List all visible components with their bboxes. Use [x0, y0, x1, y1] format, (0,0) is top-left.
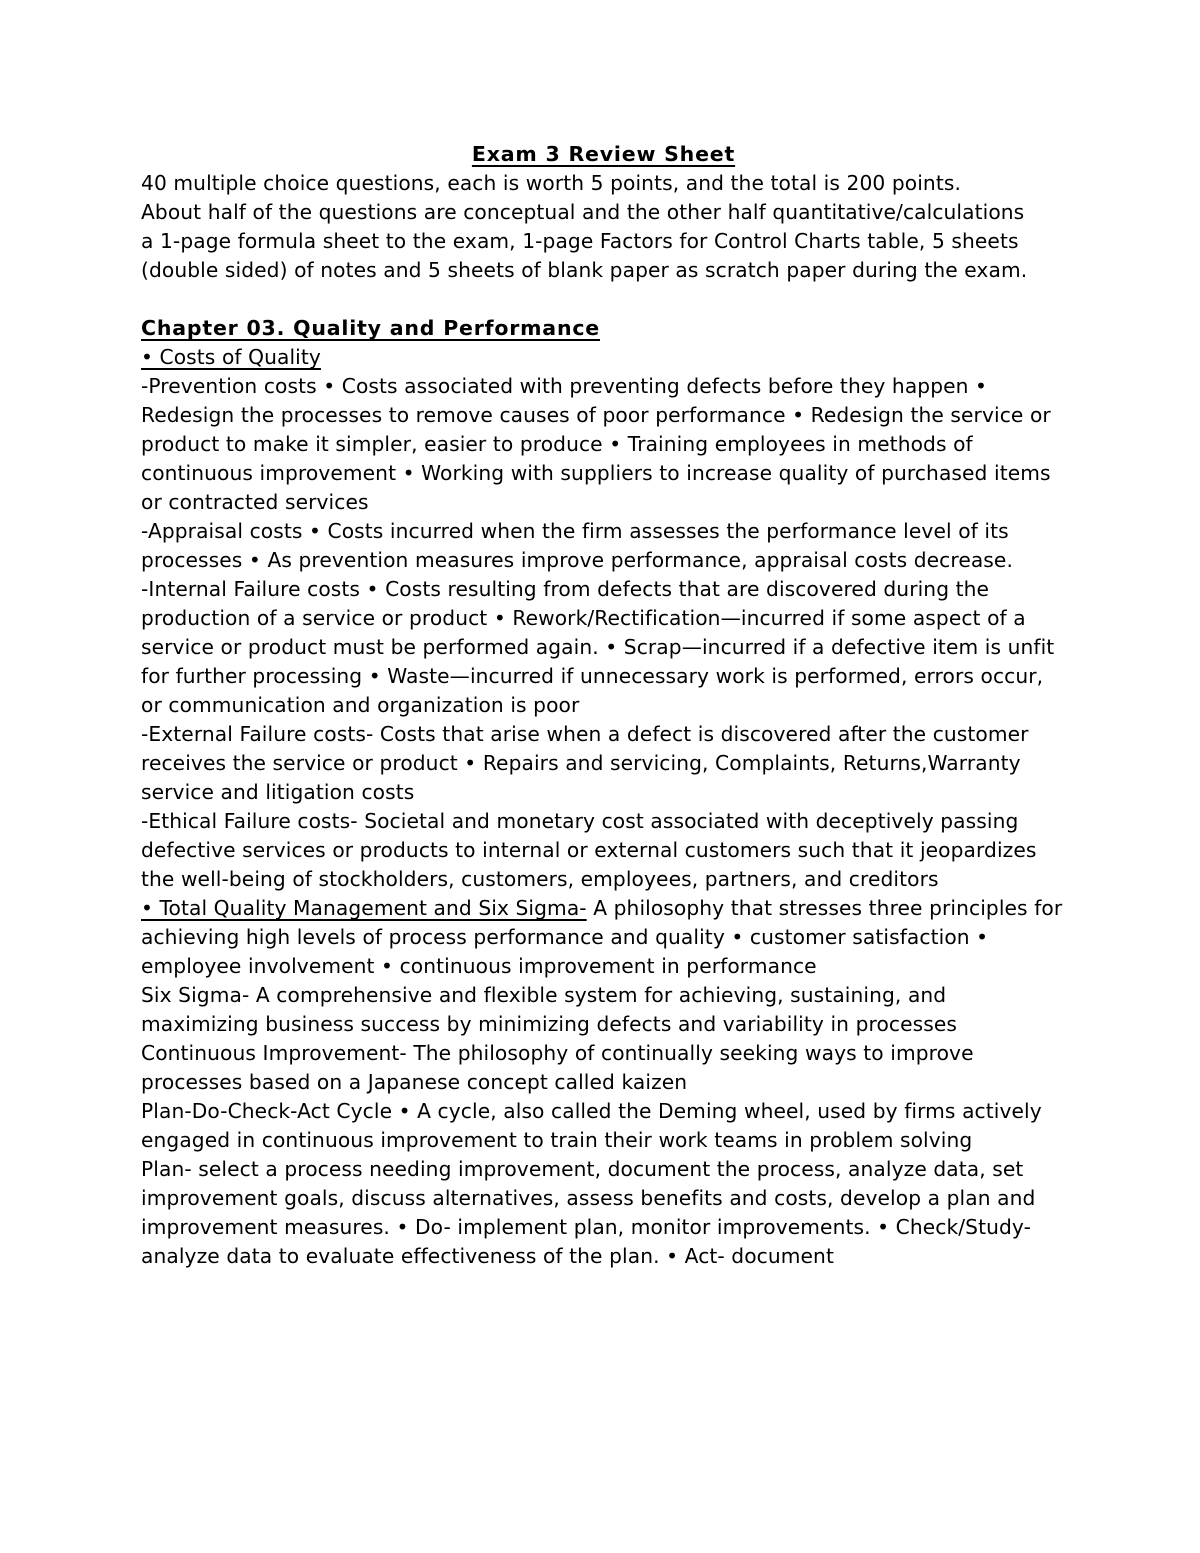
- tqm-heading: • Total Quality Management and Six Sigma-: [141, 896, 587, 920]
- pdca-cycle-paragraph: Plan-Do-Check-Act Cycle • A cycle, also called the Deming wheel, used by firms actively engaged in continuous improvement to train their work teams in problem solving: [141, 1099, 1042, 1152]
- costs-of-quality-heading-text: • Costs of Quality: [141, 345, 321, 369]
- intro-line-materials: a 1-page formula sheet to the exam, 1-page Factors for Control Charts table, 5 sheets (double sided) of notes and 5 sheets of blank paper as scratch paper during the exam.: [141, 229, 1028, 282]
- six-sigma-paragraph: Six Sigma- A comprehensive and flexible system for achieving, sustaining, and maximizing business success by minimizing defects and variability in processes: [141, 983, 957, 1036]
- chapter-heading: Chapter 03. Quality and Performance: [141, 316, 600, 340]
- internal-failure-costs-paragraph: -Internal Failure costs • Costs resulting from defects that are discovered during the production of a service or product • Rework/Rectification—incurred if some aspect of a service or product must be performed again. • Scrap—incurred if a defective item is unfit for further processing • Waste—incurred if unnecessary work is performed, errors occur, or communication and organization is poor: [141, 577, 1055, 717]
- costs-of-quality-heading: [141, 343, 1066, 372]
- blank-line: [141, 285, 1066, 314]
- document-title: Exam 3 Review Sheet: [471, 142, 736, 166]
- appraisal-costs-paragraph: -Appraisal costs • Costs incurred when the firm assesses the performance level of its processes • As prevention measures improve performance, appraisal costs decrease.: [141, 519, 1013, 572]
- tqm-text: A philosophy that stresses three principles for achieving high levels of process performance and quality • customer satisfaction • employee involvement • continuous improvement in performance: [141, 896, 1063, 978]
- pdca-steps-paragraph: Plan- select a process needing improvement, document the process, analyze data, set improvement goals, discuss alternatives, assess benefits and costs, develop a plan and improvement measures. • Do- implement plan, monitor improvements. • Check/Study- analyze data to evaluate effectiveness of the plan. • Act- document: [141, 1157, 1036, 1268]
- intro-line-conceptual: About half of the questions are conceptual and the other half quantitative/calculations: [141, 200, 1025, 224]
- continuous-improvement-paragraph: Continuous Improvement- The philosophy of continually seeking ways to improve processes based on a Japanese concept called kaizen: [141, 1041, 974, 1094]
- tqm-paragraph: [141, 894, 1066, 981]
- document-page: [141, 140, 1066, 1271]
- prevention-costs-paragraph: -Prevention costs • Costs associated with preventing defects before they happen • Redesign the processes to remove causes of poor performance • Redesign the service or product to make it simpler, easier to produce • Training employees in methods of continuous improvement • Working with suppliers to increase quality of purchased items or contracted services: [141, 374, 1051, 514]
- external-failure-costs-paragraph: -External Failure costs- Costs that arise when a defect is discovered after the customer receives the service or product • Repairs and servicing, Complaints, Returns,Warranty service and litigation costs: [141, 722, 1029, 804]
- intro-line-questions: 40 multiple choice questions, each is worth 5 points, and the total is 200 points.: [141, 171, 961, 195]
- ethical-failure-costs-paragraph: -Ethical Failure costs- Societal and monetary cost associated with deceptively passing defective services or products to internal or external customers such that it jeopardizes the well-being of stockholders, customers, employees, partners, and creditors: [141, 809, 1037, 891]
